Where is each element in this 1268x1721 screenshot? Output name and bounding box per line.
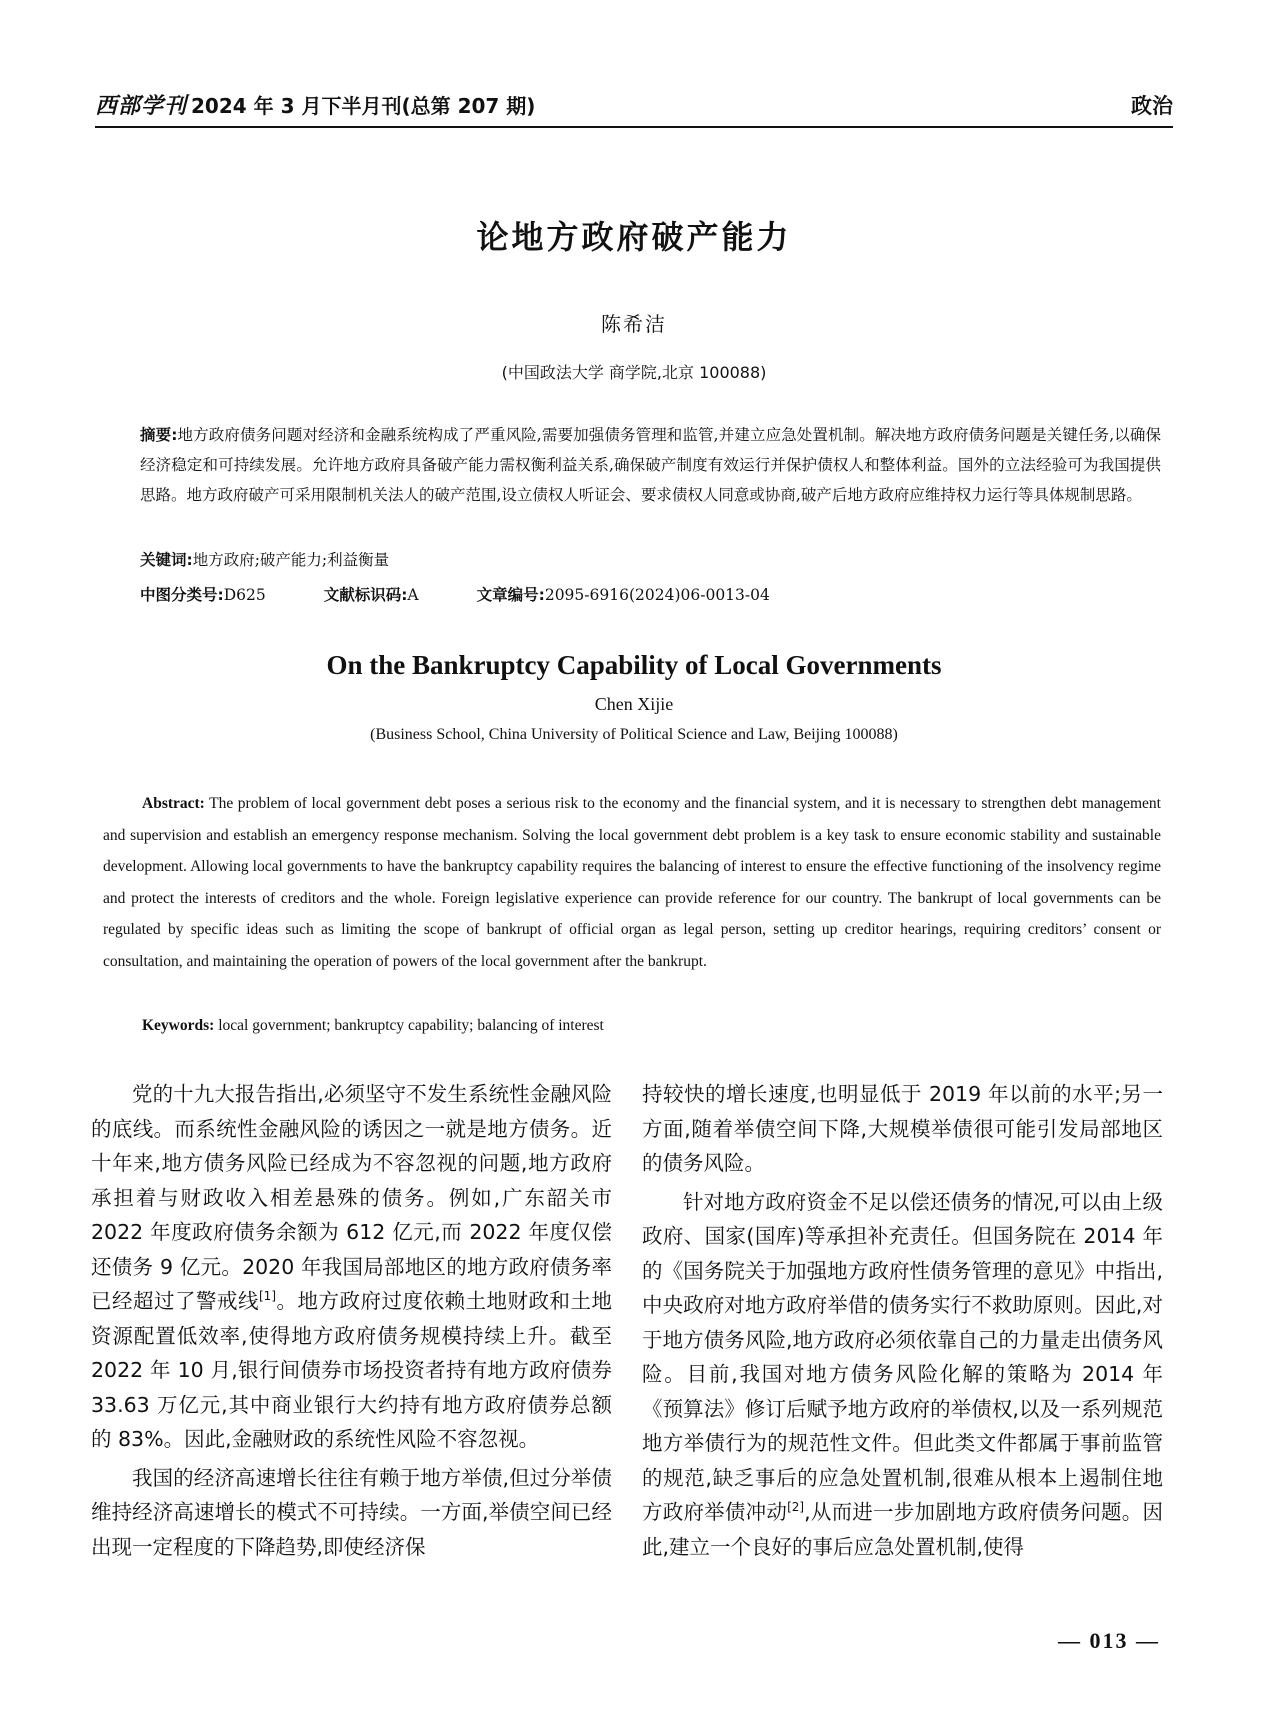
english-author: Chen Xijie: [594, 694, 674, 714]
body-text: [91, 1077, 1163, 1568]
right-column: [642, 1077, 1163, 1568]
chinese-abstract-text: 地方政府债务问题对经济和金融系统构成了严重风险,需要加强债务管理和监管,并建立应急处置机制。解决地方政府债务问题是关键任务,以确保经济稳定和可持续发展。允许地方政府具备破产能力需权衡利益关系,确保破产制度有效运行并保护债权人和整体利益。国外的立法经验可为我国提供思路。地方政府破产可采用限制机关法人的破产范围,设立债权人听证会、要求债权人同意或协商,破产后地方政府应维持权力运行等具体规制思路。: [140, 426, 1161, 504]
english-title: On the Bankruptcy Capability of Local Governments: [326, 650, 942, 680]
clc-code: [140, 583, 266, 605]
doc-code-label: 文献标识码:: [323, 586, 408, 604]
doc-code-value: A: [407, 586, 419, 604]
citation-ref: [1]: [259, 1289, 276, 1304]
chinese-affiliation: (中国政法大学 商学院,北京 100088): [501, 363, 767, 382]
chinese-keywords-label: 关键词:: [140, 551, 193, 569]
article-number-label: 文章编号:: [476, 586, 545, 604]
paragraph: 持较快的增长速度,也明显低于 2019 年以前的水平;另一方面,随着举债空间下降,大规模举债很可能引发局部地区的债务风险。: [642, 1082, 1163, 1175]
chinese-title: 论地方政府破产能力: [476, 218, 792, 256]
english-affiliation: (Business School, China University of Political Science and Law, Beijing 100088): [370, 726, 898, 743]
article-number: [477, 583, 770, 605]
english-abstract: [103, 788, 1161, 977]
doc-code: [324, 583, 419, 605]
paragraph-text: 针对地方政府资金不足以偿还债务的情况,可以由上级政府、国家(国库)等承担补充责任。但国务院在 2014 年的《国务院关于加强地方政府性债务管理的意见》中指出,中央政府对地方政府举借的债务实行不救助原则。因此,对于地方债务风险,地方政府必须依靠自己的力量走出债务风险。目前,我国对地方债务风险化解的策略为 2014 年《预算法》修订后赋予地方政府的举债权,以及一系列规范地方举债行为的规范性文件。但此类文件都属于事前监管的规范,缺乏事后的应急处置机制,很难从根本上遏制住地方政府举债冲动: [642, 1189, 1163, 1524]
journal-issue-line: [95, 89, 535, 120]
chinese-abstract-label: 摘要:: [140, 426, 178, 444]
clc-label: 中图分类号:: [140, 586, 224, 604]
chinese-keywords-text: 地方政府;破产能力;利益衡量: [192, 551, 390, 569]
chinese-keywords: [140, 548, 389, 570]
paragraph: [91, 1077, 612, 1457]
english-abstract-text: The problem of local government debt poses a serious risk to the economy and the financial system, and it is necessary to strengthen debt management and supervision and establish an emergency response mechanism. Solving the local government debt problem is a key task to ensure economic stability and sustainable development. Allowing local governments to have the bankruptcy capability requires the balancing of interest to ensure the effective functioning of the insolvency regime and protect the interests of creditors and the whole. Foreign legislative experience can provide reference for our country. The bankrupt of local governments can be regulated by specific ideas such as limiting the scope of bankrupt of official organ as legal person, setting up creditor hearings, requiring creditors’ consent or consultation, and maintaining the operation of powers of the local government after the bankrupt.: [103, 795, 1161, 970]
running-header: [95, 86, 1173, 128]
english-keywords-text: local government; bankruptcy capability; balancing of interest: [218, 1017, 604, 1034]
issue-info: 2024 年 3 月下半月刊(总第 207 期): [191, 94, 536, 118]
classification-line: [140, 583, 770, 605]
chinese-author: 陈希洁: [601, 312, 667, 336]
paragraph-text: 党的十九大报告指出,必须坚守不发生系统性金融风险的底线。而系统性金融风险的诱因之一就是地方债务。近十年来,地方债务风险已经成为不容忽视的问题,地方政府承担着与财政收入相差悬殊的债务。例如,广东韶关市 2022 年度政府债务余额为 612 亿元,而 2022 年度仅偿还债务 9 亿元。2020 年我国局部地区的地方政府债务率已经超过了警戒线: [91, 1082, 612, 1313]
left-column: [91, 1077, 612, 1568]
section-name: 政治: [1131, 94, 1173, 118]
english-keywords-label: Keywords:: [142, 1017, 215, 1034]
clc-value: D625: [223, 586, 266, 604]
paragraph-text: ,从而进一步加剧地方政府债务问题。因此,建立一个良好的事后应急处置机制,使得: [642, 1500, 1164, 1559]
english-keywords: [142, 1017, 604, 1035]
paragraph-text: 。地方政府过度依赖土地财政和土地资源配置低效率,使得地方政府债务规模持续上升。截至 2022 年 10 月,银行间债券市场投资者持有地方政府债券 33.63 万亿元,其中商业银行大约持有地方政府债券总额的 83%。因此,金融财政的系统性风险不容忽视。: [91, 1289, 612, 1451]
english-abstract-label: Abstract:: [142, 795, 205, 812]
page-number: — 013 —: [1058, 1628, 1160, 1653]
citation-ref: [2]: [787, 1500, 805, 1515]
paragraph: [642, 1185, 1163, 1565]
paragraph: 我国的经济高速增长往往有赖于地方举债,但过分举债维持经济高速增长的模式不可持续。一方面,举债空间已经出现一定程度的下降趋势,即使经济保: [91, 1465, 612, 1559]
chinese-abstract: [140, 420, 1161, 510]
article-number-value: 2095-6916(2024)06-0013-04: [544, 586, 770, 604]
journal-logo: 西部学刊: [95, 93, 188, 119]
